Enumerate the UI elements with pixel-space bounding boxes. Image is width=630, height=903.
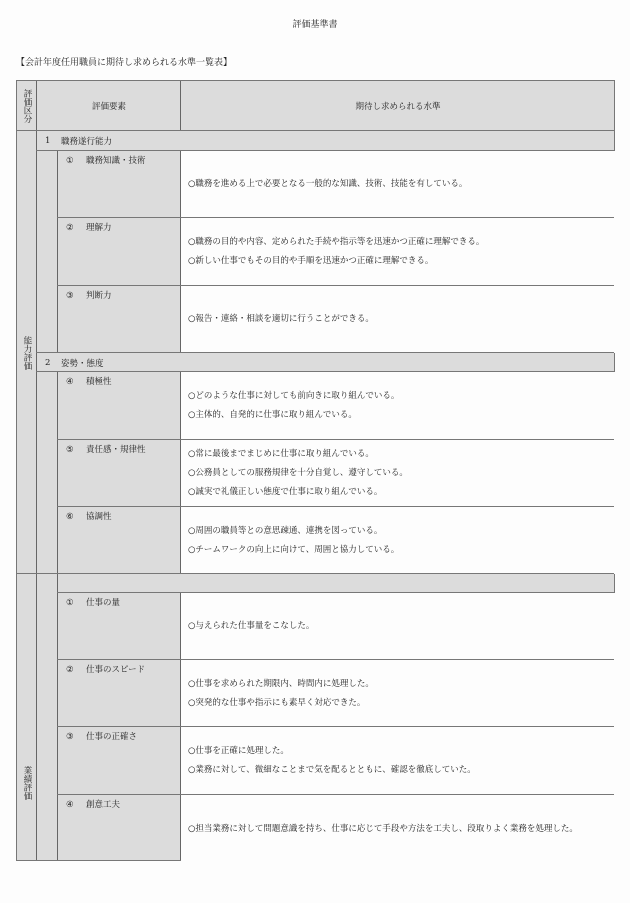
element-cell: ③ 判断力 — [66, 291, 112, 301]
header-category: 評価区分 — [22, 89, 32, 123]
standard-cell: ○職務を進める上で必要となる一般的な知識、技術、技能を有している。 — [181, 151, 615, 218]
element-cell: ③ 仕事の正確さ — [66, 732, 138, 742]
standard-cell: ○仕事を正確に処理した。 ○業務に対して、微細なことまで気を配るとともに、確認を徹底していた。 — [181, 727, 615, 795]
element-cell: ② 仕事のスピード — [66, 665, 146, 675]
header-element: 評価要素 — [91, 102, 126, 112]
element-cell: ④ 創意工夫 — [66, 800, 121, 810]
standard-cell: ○常に最後までまじめに仕事に取り組んでいる。 ○公務員としての服務規律を十分自覚し、遵守している。 ○誠実で礼儀正しい態度で仕事に取り組んでいる。 — [181, 440, 615, 507]
element-cell: ① 仕事の量 — [66, 598, 121, 608]
section-row: 2 姿勢・態度 — [45, 357, 104, 369]
category-performance: 業績評価 — [22, 765, 32, 800]
standard-cell: ○与えられた仕事量をこなした。 — [181, 593, 615, 660]
standard-cell: ○報告・連絡・相談を適切に行うことができる。 — [181, 286, 615, 353]
element-cell: ④ 積極性 — [66, 377, 112, 387]
table-subtitle: 【会計年度任用職員に期待し求められる水準一覧表】 — [16, 58, 233, 68]
standard-cell: ○どのような仕事に対しても前向きに取り組んでいる。 ○主体的、自発的に仕事に取り組んでいる。 — [181, 372, 615, 440]
evaluation-standards-table — [16, 80, 615, 861]
standard-cell: ○担当業務に対して問題意識を持ち、仕事に応じて手段や方法を工夫し、段取りよく業務を処理した。 — [181, 795, 615, 862]
element-cell: ⑤ 責任感・規律性 — [66, 445, 146, 455]
element-cell: ② 理解力 — [66, 223, 112, 233]
section-row: 1 職務遂行能力 — [45, 136, 113, 147]
element-cell: ⑥ 協調性 — [66, 512, 112, 522]
element-cell: ① 職務知識・技術 — [66, 156, 146, 166]
standard-cell: ○職務の目的や内容、定められた手続や指示等を迅速かつ正確に理解できる。 ○新しい仕事でもその目的や手順を迅速かつ正確に理解できる。 — [181, 218, 615, 286]
header-standard: 期待し求められる水準 — [355, 102, 441, 112]
standard-cell: ○仕事を求められた期限内、時間内に処理した。 ○突発的な仕事や指示にも素早く対応できた。 — [181, 660, 615, 727]
standard-cell: ○周囲の職員等との意思疎通、連携を図っている。 ○チームワークの向上に向けて、周囲と協力している。 — [181, 507, 615, 574]
document-title: 評価基準書 — [292, 20, 338, 30]
category-ability: 能力評価 — [22, 335, 32, 370]
section-row — [58, 574, 615, 593]
